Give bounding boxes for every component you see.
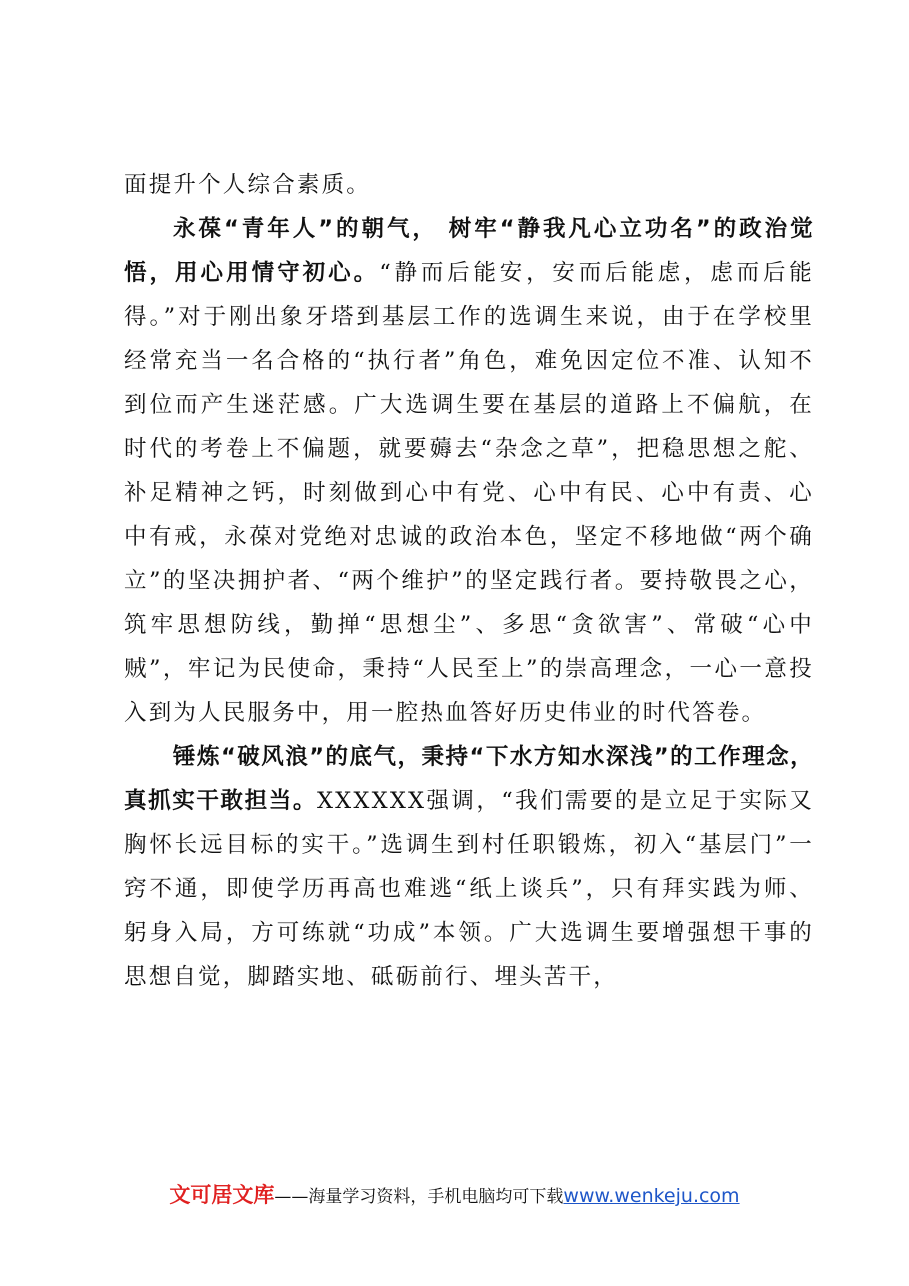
footer-brand: 文可居文库 (169, 1183, 275, 1207)
paragraph-2-text: “静而后能安，安而后能虑，虑而后能得。”对于刚出象牙塔到基层工作的选调生来说，由于在学校里经常充当一名合格的“执行者”角色，难免因定位不准、认知不到位而产生迷茫感。广大选调生要在基层的道路上不偏航，在时代的考卷上不偏题，就要薅去“杂念之草”，把稳思想之舵、补足精神之钙，时刻做到心中有党、心中有民、心中有责、心中有戒，永葆对党绝对忠诚的政治本色，坚定不移地做“两个确立”的坚决拥护者、“两个维护”的坚定践行者。要持敬畏之心，筑牢思想防线，勤掸“思想尘”、多思“贪欲害”、常破“心中贼”，牢记为民使命，秉持“人民至上”的崇高理念，一心一意投入到为人民服务中，用一腔热血答好历史伟业的时代答卷。 (124, 260, 814, 726)
paragraph-3 (124, 735, 814, 999)
paragraph-1-text: 面提升个人综合素质。 (124, 172, 372, 198)
document-body (124, 163, 814, 999)
paragraph-3-text: XXXXXX强调，“我们需要的是立足于实际又胸怀长远目标的实干。”选调生到村任职锻炼，初入“基层门”一窍不通，即使学历再高也难逃“纸上谈兵”，只有拜实践为师、躬身入局，方可练就“功成”本领。广大选调生要增强想干事的思想自觉，脚踏实地、砥砺前行、埋头苦干， (124, 788, 815, 990)
footer-slogan: ——海量学习资料，手机电脑均可下载 (274, 1187, 564, 1207)
paragraph-1 (124, 163, 814, 207)
footer-link[interactable]: www.wenkeju.com (563, 1185, 740, 1207)
paragraph-2-lead: 永葆“青年人”的朝气， 树牢“静我凡心立功名”的政治觉悟，用心用情守初心。 (124, 216, 814, 286)
paragraph-2 (124, 207, 814, 735)
paragraph-3-lead: 锤炼“破风浪”的底气，秉持“下水方知水深浅”的工作理念，真抓实干敢担当。 (124, 744, 814, 814)
footer (0, 1180, 909, 1212)
